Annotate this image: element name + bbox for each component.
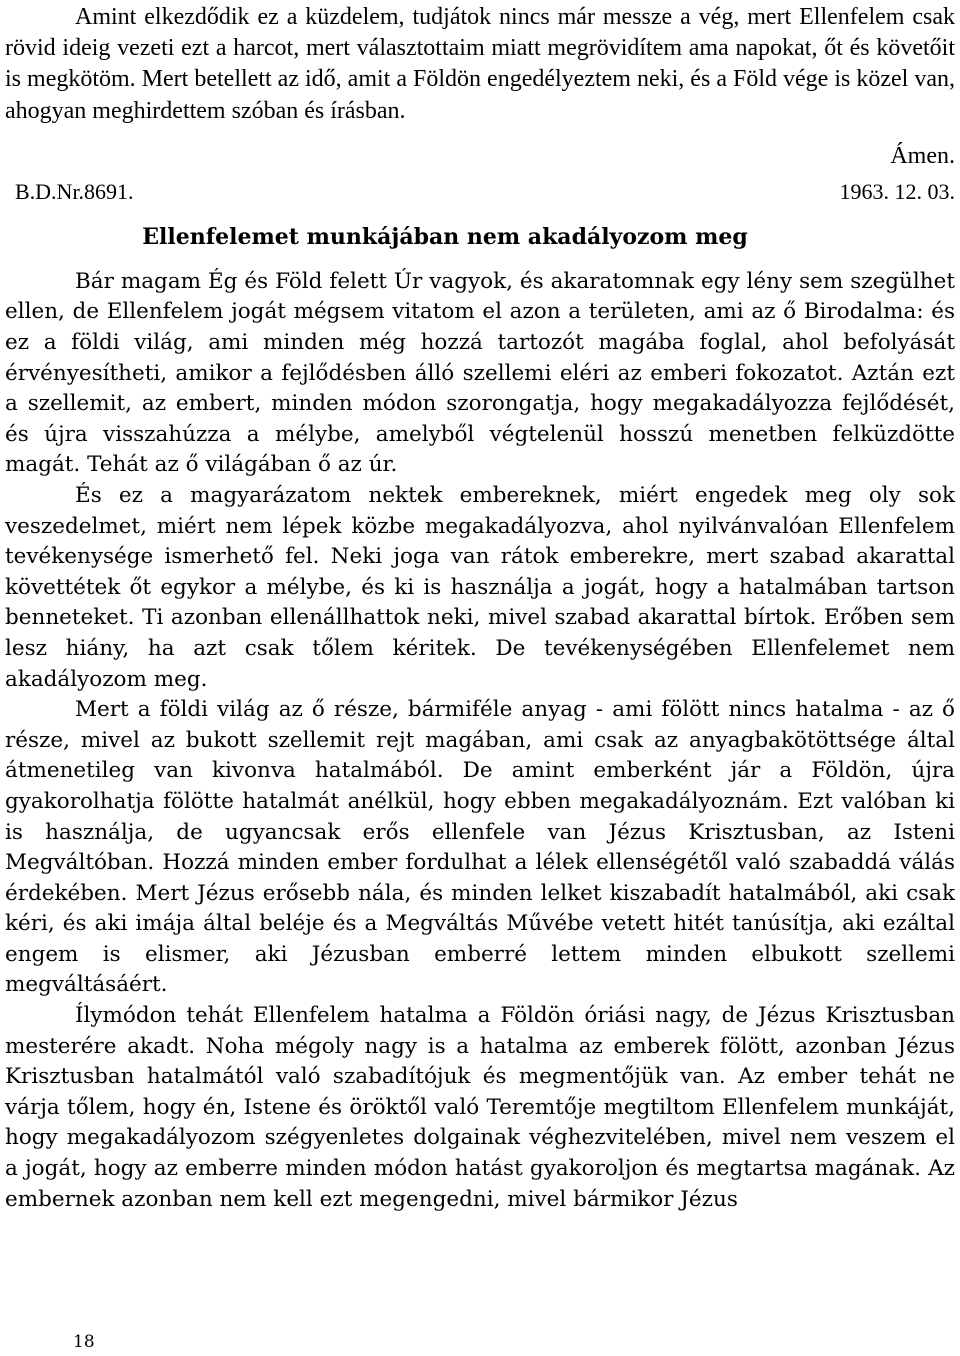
section-body bbox=[5, 267, 955, 1215]
page-number: 18 bbox=[73, 1332, 95, 1352]
section-title: Ellenfelemet munkájában nem akadályozom meg bbox=[142, 223, 748, 250]
document-page bbox=[5, 2, 955, 1215]
message-reference: B.D.Nr.8691. bbox=[15, 178, 134, 204]
body-paragraph-2: És ez a magyarázatom nektek embereknek, miért engedek meg oly sok veszedelmet, miért nem lépek közbe megakadályozva, ahol nyilvánvalóan Ellenfelem tevékenysége ismerhető fel. Neki joga van rátok emberekre, mert szabad akarattal követtétek őt egykor a mélybe, és ki is használja a jogát, hogy a hatalmában tartson benneteket. Ti azonban ellenállhattok neki, mivel szabad akarattal bírtok. Erőben sem lesz hiány, ha azt csak tőlem kéritek. De tevékenységében Ellenfelemet nem akadályozom meg. bbox=[5, 482, 955, 692]
body-paragraph-4: Ílymódon tehát Ellenfelem hatalma a Földön óriási nagy, de Jézus Krisztusban mesterére akadt. Noha mégoly nagy is a hatalma az emberek fölött, azonban Jézus Krisztusban hatalmától való szabadítójuk és megmentőjük van. Az ember tehát ne várja tőlem, hogy én, Istene és öröktől való Teremtője megtiltom Ellenfelem munkáját, hogy megakadályozom szégyenletes dolgainak véghezvitelében, mivel nem veszem el a jogát, hogy az emberre minden módon hatást gyakoroljon és megtartsa magának. Az embernek azonban nem kell ezt megengedni, mivel bármikor Jézus bbox=[5, 1003, 955, 1212]
amen-line bbox=[5, 138, 955, 174]
body-paragraph-3: Mert a földi világ az ő része, bármiféle anyag - ami fölött nincs hatalma - az ő része, mivel az bukott szellemit rejt magában, ami csak az anyagbakötöttsége által átmenetileg van kivonva hatalmából. De amint emberként jár a Földön, újra gyakorolhatja fölötte hatalmát anélkül, hogy ebben megakadályoznám. Ezt valóban ki is használja, de ugyancsak erős ellenfele van Jézus Krisztusban, az Isteni Megváltóban. Hozzá minden ember fordulhat a lélek ellenségétől való szabaddá válás érdekében. Mert Jézus erősebb nála, és minden lelket kiszabadít hatalmából, aki csak kéri, és aki imája által beléje és a Megváltás Művébe vetett hitét tanúsítja, aki ezáltal engem is elismer, aki Jézusban emberré lettem minden elbukott szellemi megváltásáért. bbox=[5, 697, 955, 998]
amen-text: Ámen. bbox=[890, 142, 955, 169]
body-paragraph-1: Bár magam Ég és Föld felett Úr vagyok, és akaratomnak egy lény sem szegülhet ellen, de Ellenfelem jogát mégsem vitatom el azon a területen, ami az ő Birodalma: és ez a földi világ, ami minden még hozzá tartozót magába foglal, ahol befolyását érvényesítheti, amikor a fejlődésben álló szellemi eléri az emberi fokozatot. Aztán ezt a szellemit, az embert, minden módon szorongatja, hogy megakadályozza fejlődését, és újra visszahúzza a mélybe, amelyből végtelenül hosszú menetben felküzdötte magát. Tehát az ő világában ő az úr. bbox=[5, 268, 955, 478]
message-date: 1963. 12. 03. bbox=[839, 178, 955, 204]
previous-section-closing-paragraph: Amint elkezdődik ez a küzdelem, tudjátok nincs már messze a vég, mert Ellenfelem csak rövid ideig vezeti ezt a harcot, mert választottaim miatt megrövidítem ama napokat, őt és követőit is megkötöm. Mert betellett az idő, amit a Földön engedélyeztem neki, és a Föld vége is közel van, ahogyan meghirdettem szóban és írásban. bbox=[5, 4, 955, 124]
reference-line bbox=[5, 174, 955, 210]
